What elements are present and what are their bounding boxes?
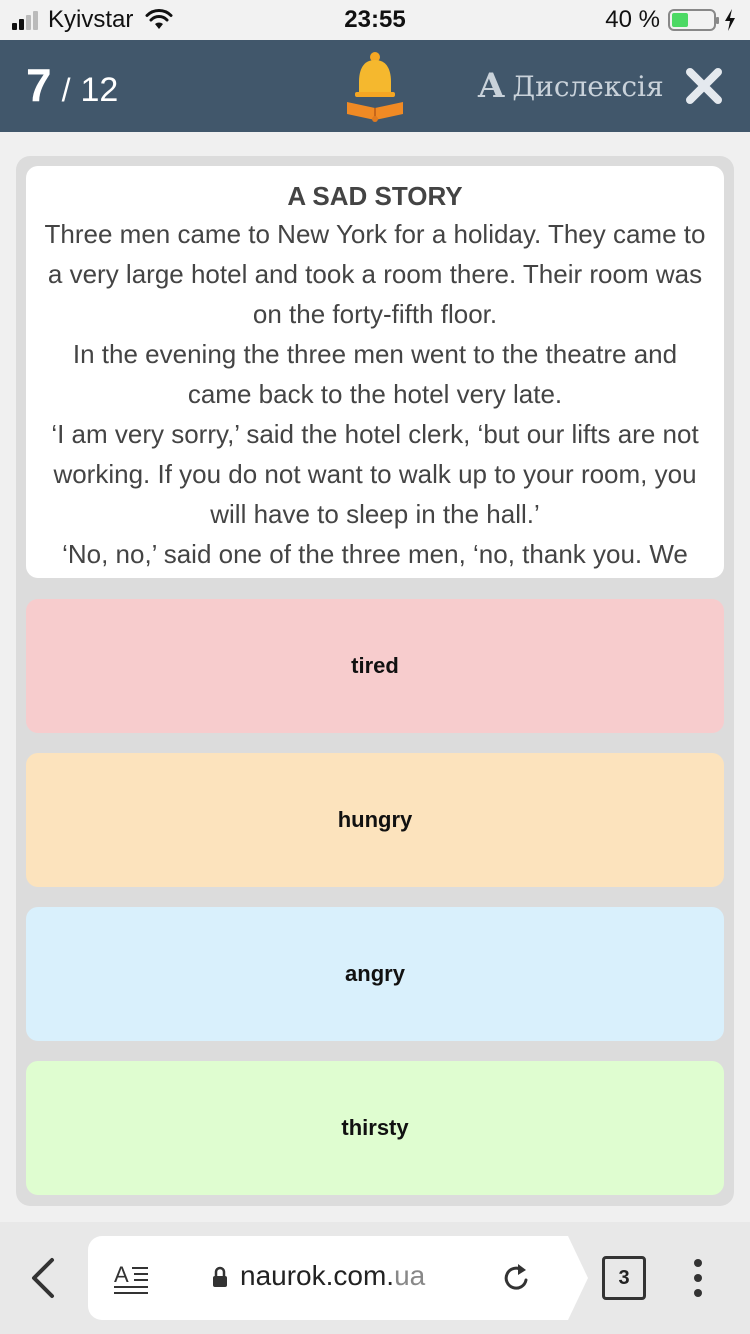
- dyslexia-label: Дислексія: [512, 69, 664, 103]
- battery-icon: [668, 9, 716, 31]
- answer-option-angry[interactable]: [26, 907, 724, 1041]
- close-icon[interactable]: [684, 66, 724, 106]
- reload-icon[interactable]: [502, 1262, 532, 1294]
- total-questions: 12: [80, 71, 119, 109]
- story-paragraph: Three men came to New York for a holiday. They came to a very large hotel and took a room there. Their room was on the forty-fifth floor.: [44, 219, 706, 329]
- battery-percent: 40 %: [605, 6, 660, 33]
- story-paragraph: ‘I am very sorry,’ said the hotel clerk, ‘but our lifts are not working. If you do not want to walk up to your room, you will have to sleep in the hall.’: [51, 419, 699, 529]
- story-paragraph: In the evening the three men went to the theatre and came back to the hotel very late.: [72, 339, 678, 409]
- answer-option-tired[interactable]: [26, 599, 724, 733]
- more-icon[interactable]: [690, 1258, 706, 1298]
- url-tld: ua: [394, 1260, 426, 1291]
- story-title: A SAD STORY: [287, 181, 463, 211]
- browser-toolbar: [0, 1222, 750, 1334]
- answer-label: tired: [351, 653, 399, 678]
- address-bar[interactable]: [88, 1236, 568, 1320]
- answer-label: hungry: [337, 807, 413, 832]
- tab-count: 3: [618, 1266, 630, 1289]
- lock-icon: [212, 1266, 228, 1288]
- url-text: [240, 1260, 425, 1292]
- answer-label: angry: [345, 961, 405, 986]
- quiz-header: [0, 40, 750, 132]
- carrier-name: Kyivstar: [48, 6, 134, 33]
- question-counter: [26, 58, 118, 112]
- story-card[interactable]: [26, 166, 724, 578]
- answer-option-thirsty[interactable]: [26, 1061, 724, 1195]
- answer-label: thirsty: [341, 1115, 409, 1140]
- dyslexia-letter: A: [478, 66, 505, 106]
- reader-icon[interactable]: [114, 1262, 148, 1294]
- story-paragraph: ‘No, no,’ said one of the three men, ‘no, thank you. We: [62, 539, 688, 569]
- answer-option-hungry[interactable]: [26, 753, 724, 887]
- svg-text:A: A: [114, 1262, 129, 1287]
- question-frame: [16, 156, 734, 1206]
- dyslexia-toggle[interactable]: [478, 66, 664, 106]
- bell-book-icon: [345, 50, 405, 122]
- charging-icon: [724, 9, 736, 31]
- status-time: 23:55: [344, 6, 406, 33]
- counter-separator: /: [61, 72, 71, 108]
- status-bar: [0, 0, 750, 40]
- status-right: [605, 6, 736, 34]
- back-icon[interactable]: [28, 1256, 58, 1300]
- tabs-button[interactable]: [602, 1256, 646, 1300]
- url-domain: naurok.com.: [240, 1260, 395, 1291]
- current-question: 7: [26, 59, 52, 111]
